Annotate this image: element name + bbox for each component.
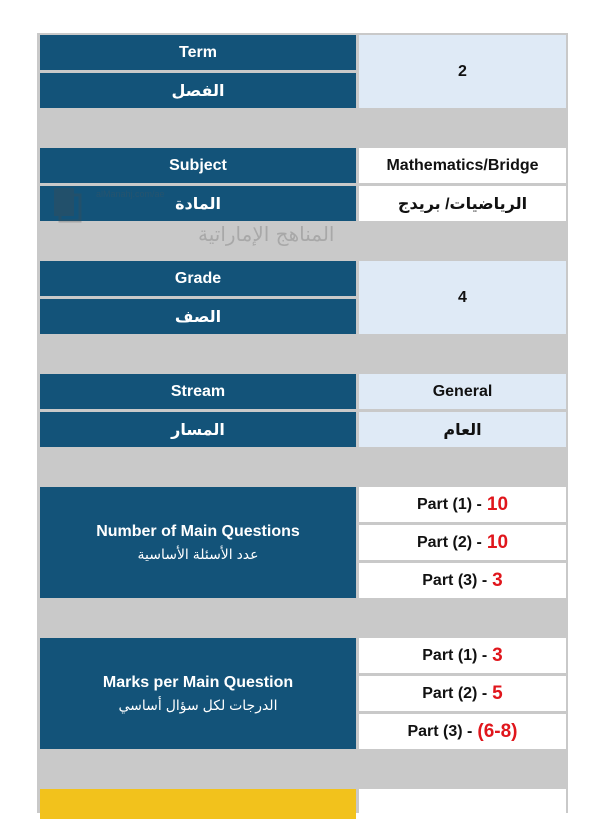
part-label: Part (1) - [422, 646, 488, 664]
subject-value-ar: الرياضيات/ بريدج [359, 186, 566, 221]
part-value: 10 [486, 531, 509, 553]
stream-label-ar: المسار [40, 412, 356, 447]
grade-value: 4 [359, 261, 566, 334]
part-label: Part (3) - [407, 722, 473, 740]
part-value: (6-8) [477, 720, 518, 742]
part-value: 5 [492, 682, 503, 704]
marks-part-3 [359, 714, 566, 749]
separator-row [40, 601, 566, 635]
part-label: Part (1) - [416, 495, 482, 513]
subject-label-en: Subject [40, 148, 356, 183]
subject-value-en: Mathematics/Bridge [359, 148, 566, 183]
watermark-text: المناهج الإماراتية [198, 222, 335, 246]
part-value: 3 [492, 569, 503, 591]
exam-spec-table [37, 33, 568, 813]
separator-row [40, 450, 566, 484]
main-questions-part-2 [359, 525, 566, 560]
stream-value-en: General [359, 374, 566, 409]
stream-label-en: Stream [40, 374, 356, 409]
marks-part-2 [359, 676, 566, 711]
subject-label-ar: المادة [40, 186, 356, 221]
grade-label-ar: الصف [40, 299, 356, 334]
separator-row [40, 111, 566, 145]
marks-label [40, 638, 356, 749]
separator-row [40, 337, 566, 371]
marks-label-ar: الدرجات لكل سؤال أساسي [118, 696, 278, 713]
part-label: Part (2) - [422, 684, 488, 702]
term-label-ar: الفصل [40, 73, 356, 108]
part-label: Part (2) - [416, 533, 482, 551]
separator-row [40, 752, 566, 786]
main-questions-label-en: Number of Main Questions [96, 522, 300, 540]
main-questions-part-1 [359, 487, 566, 522]
part-value: 10 [486, 493, 509, 515]
marks-label-en: Marks per Main Question [102, 673, 294, 691]
stream-value-ar: العام [359, 412, 566, 447]
main-questions-label [40, 487, 356, 598]
part-value: 3 [492, 644, 503, 666]
term-value: 2 [359, 35, 566, 108]
watermark-url: alManahj.com/ae [96, 189, 165, 199]
marks-part-1 [359, 638, 566, 673]
main-questions-label-ar: عدد الأسئلة الأساسية [137, 545, 259, 562]
footer-yellow-cell [40, 789, 356, 819]
grade-label-en: Grade [40, 261, 356, 296]
separator-row [40, 224, 566, 258]
term-label-en: Term [40, 35, 356, 70]
footer-value-cell [359, 789, 566, 819]
main-questions-part-3 [359, 563, 566, 598]
part-label: Part (3) - [422, 571, 488, 589]
